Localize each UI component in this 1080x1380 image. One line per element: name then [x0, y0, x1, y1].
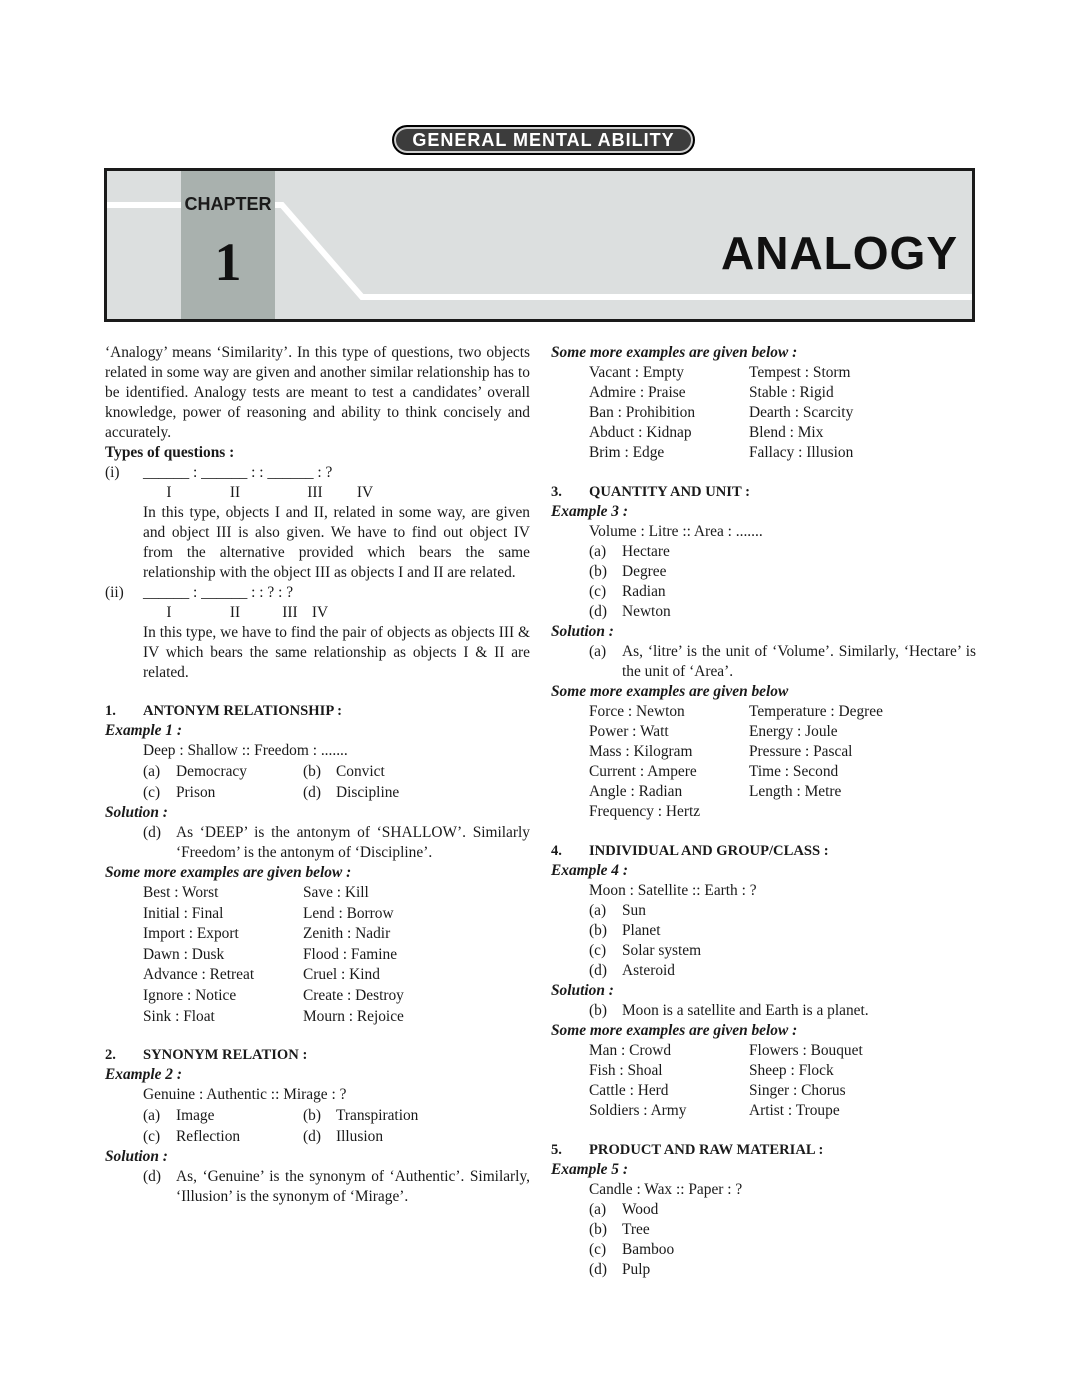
option [589, 901, 976, 921]
chapter-title: ANALOGY [721, 227, 958, 279]
solution-2-label: Solution : [105, 1148, 168, 1166]
roman-numeral: II [229, 484, 241, 501]
chapter-label: CHAPTER [184, 194, 272, 214]
example-pair: Sink : Float [143, 1007, 215, 1025]
types-heading: Types of questions : [105, 444, 235, 461]
solution-key: (b) [589, 1002, 607, 1019]
type2-pattern-text: ______ : ______ : : ? : ? [143, 584, 294, 601]
example-3-options [551, 542, 976, 622]
example-pair: Angle : Radian [589, 783, 683, 800]
example-pair: Zenith : Nadir [303, 925, 391, 943]
solution-4 [551, 1001, 976, 1021]
example-2-label: Example 2 : [105, 1066, 182, 1084]
option [589, 941, 976, 961]
option-key: (a) [143, 763, 161, 780]
example-pair: Lend : Borrow [303, 904, 394, 922]
option [589, 1200, 976, 1220]
more-examples-1-label: Some more examples are given below : [105, 864, 352, 881]
option-key: (c) [143, 784, 161, 801]
option [303, 782, 503, 803]
chapter-number: 1 [214, 232, 242, 292]
option-text: Pulp [622, 1261, 651, 1278]
left-column [105, 343, 530, 1207]
option [303, 1126, 503, 1147]
type1-pattern-text: ______ : ______ : : ______ : ? [143, 464, 333, 481]
example-1-options [105, 761, 530, 803]
option-key: (b) [589, 1221, 607, 1238]
more-examples-3-label: Some more examples are given below [551, 683, 789, 700]
option-key: (c) [589, 942, 607, 959]
option [143, 1105, 303, 1126]
option [589, 542, 976, 562]
subject-banner [392, 125, 695, 155]
option-text: Discipline [336, 784, 400, 801]
solution-1-label: Solution : [105, 804, 168, 821]
option-text: Reflection [176, 1128, 241, 1146]
example-pair: Flowers : Bouquet [749, 1042, 863, 1059]
option-key: (d) [589, 1261, 607, 1278]
option-text: Wood [622, 1201, 659, 1218]
section-number: 5. [551, 1142, 562, 1158]
example-pair: Best : Worst [143, 884, 219, 901]
option [143, 782, 303, 803]
section-title: PRODUCT AND RAW MATERIAL : [589, 1142, 824, 1158]
option-key: (a) [589, 543, 607, 560]
example-pair: Fallacy : Illusion [749, 444, 854, 461]
option-key: (d) [303, 784, 321, 801]
roman-numeral: III [282, 604, 298, 621]
option-text: Newton [622, 603, 671, 620]
option-text: Sun [622, 902, 646, 919]
example-pair: Current : Ampere [589, 763, 697, 780]
more-examples-2 [551, 363, 976, 463]
section-number: 4. [551, 843, 562, 859]
chapter-banner [104, 168, 975, 322]
example-pair: Singer : Chorus [749, 1082, 846, 1099]
example-pair: Cruel : Kind [303, 966, 380, 984]
section-3-heading [551, 482, 976, 502]
roman-numeral: IV [311, 604, 329, 621]
more-examples-2-label: Some more examples are given below : [551, 344, 798, 361]
example-1-question: Deep : Shallow :: Freedom : ....... [143, 742, 348, 759]
section-4-heading [551, 841, 976, 861]
example-pair: Blend : Mix [749, 424, 824, 441]
section-number: 3. [551, 484, 562, 500]
example-5-label: Example 5 : [551, 1161, 628, 1178]
type2-label: (ii) [105, 584, 124, 601]
roman-numeral: I [166, 604, 172, 621]
type2-description: In this type, we have to find the pair of objects as objects III & IV which bears the same relationship as objects I & II are related. [143, 624, 530, 681]
example-pair: Cattle : Herd [589, 1082, 669, 1099]
solution-1 [105, 823, 530, 863]
option-key: (a) [143, 1107, 161, 1125]
more-examples-4-label: Some more examples are given below : [551, 1022, 798, 1039]
type1-romans [105, 483, 530, 503]
option-text: Prison [176, 784, 216, 801]
option-key: (a) [589, 1201, 607, 1218]
example-pair: Artist : Troupe [749, 1102, 840, 1119]
option [589, 961, 976, 981]
option-text: Tree [622, 1221, 650, 1238]
example-4-question: Moon : Satellite :: Earth : ? [589, 882, 757, 899]
right-column [551, 343, 976, 1280]
option-key: (d) [589, 962, 607, 979]
chapter-box [181, 171, 275, 319]
option [589, 602, 976, 622]
section-number: 1. [105, 703, 116, 719]
option [589, 921, 976, 941]
section-title: QUANTITY AND UNIT : [589, 484, 750, 500]
example-pair: Ignore : Notice [143, 986, 237, 1004]
example-pair: Time : Second [749, 763, 839, 780]
solution-text: As, ‘litre’ is the unit of ‘Volume’. Similarly, ‘Hectare’ is the unit of ‘Area’. [622, 643, 976, 680]
roman-numeral: IV [356, 484, 374, 501]
example-pair: Sheep : Flock [749, 1062, 834, 1079]
option-text: Solar system [622, 942, 702, 959]
example-pair: Fish : Shoal [589, 1062, 663, 1079]
solution-4-label: Solution : [551, 982, 614, 999]
option-key: (b) [589, 563, 607, 580]
roman-numeral: II [229, 604, 241, 621]
example-pair [749, 802, 949, 822]
option [143, 1126, 303, 1147]
example-pair: Abduct : Kidnap [589, 424, 692, 441]
example-pair: Initial : Final [143, 904, 224, 922]
section-title: ANTONYM RELATIONSHIP : [143, 703, 342, 719]
example-pair: Flood : Famine [303, 945, 398, 963]
section-5-heading [551, 1140, 976, 1160]
example-pair: Create : Destroy [303, 986, 404, 1004]
option [303, 761, 503, 782]
example-pair: Frequency : Hertz [589, 803, 701, 820]
example-pair: Stable : Rigid [749, 384, 834, 401]
example-4-label: Example 4 : [551, 862, 628, 879]
section-2-heading [105, 1045, 530, 1065]
option-text: Bamboo [622, 1241, 675, 1258]
solution-key: (a) [589, 643, 607, 660]
option-key: (b) [303, 763, 321, 780]
option-text: Radian [622, 583, 666, 600]
option-text: Illusion [336, 1128, 384, 1146]
example-pair: Save : Kill [303, 884, 369, 901]
intro-paragraph: ‘Analogy’ means ‘Similarity’. In this type of questions, two objects related in some way are given and another similar relationship has to be identified. Analogy tests are meant to test a candidates’ overall knowledge, power of reasoning and ability to think concisely and accurately. [105, 344, 530, 441]
example-5-question: Candle : Wax :: Paper : ? [589, 1181, 743, 1198]
example-pair: Advance : Retreat [143, 966, 255, 984]
example-pair: Energy : Joule [749, 723, 838, 740]
example-pair: Soldiers : Army [589, 1102, 687, 1119]
solution-3-label: Solution : [551, 623, 614, 640]
section-1-heading [105, 701, 530, 721]
roman-numeral: III [307, 484, 323, 501]
solution-3 [551, 642, 976, 682]
solution-text: Moon is a satellite and Earth is a planet. [622, 1002, 869, 1019]
option-text: Asteroid [622, 962, 676, 979]
option-text: Image [176, 1107, 215, 1125]
option-text: Transpiration [336, 1107, 419, 1125]
example-4-options [551, 901, 976, 981]
example-pair: Mass : Kilogram [589, 743, 693, 760]
solution-2 [105, 1167, 530, 1207]
solution-key: (d) [143, 1168, 161, 1186]
section-title: SYNONYM RELATION : [143, 1047, 308, 1064]
option [589, 562, 976, 582]
option-key: (d) [589, 603, 607, 620]
option [589, 1220, 976, 1240]
example-2-options [105, 1105, 530, 1147]
option [303, 1105, 503, 1126]
example-pair: Temperature : Degree [749, 703, 883, 720]
example-2-question: Genuine : Authentic :: Mirage : ? [143, 1086, 347, 1104]
example-pair: Dearth : Scarcity [749, 404, 854, 421]
option-text: Hectare [622, 543, 670, 560]
type1-description: In this type, objects I and II, related in some way, are given and object III is also given. We have to find out object IV from the alternative provided which bears the same relationship with the object III as objects I and II are related. [143, 504, 530, 581]
example-pair: Mourn : Rejoice [303, 1007, 404, 1025]
more-examples-3 [551, 702, 976, 822]
option-key: (c) [589, 1241, 607, 1258]
option-key: (c) [143, 1128, 161, 1146]
example-pair: Vacant : Empty [589, 364, 684, 381]
option [589, 582, 976, 602]
option [143, 761, 303, 782]
roman-numeral: I [166, 484, 172, 501]
section-title: INDIVIDUAL AND GROUP/CLASS : [589, 843, 829, 859]
more-examples-4 [551, 1041, 976, 1121]
example-pair: Power : Watt [589, 723, 669, 740]
option-key: (c) [589, 583, 607, 600]
option [589, 1260, 976, 1280]
example-pair: Man : Crowd [589, 1042, 672, 1059]
example-pair: Tempest : Storm [749, 364, 851, 381]
option-key: (b) [303, 1107, 321, 1125]
example-pair: Import : Export [143, 925, 239, 943]
example-3-question: Volume : Litre :: Area : ....... [589, 523, 763, 540]
solution-text: As ‘DEEP’ is the antonym of ‘SHALLOW’. Similarly ‘Freedom’ is the antonym of ‘Discipline’. [176, 824, 530, 861]
option-text: Planet [622, 922, 661, 939]
example-pair: Dawn : Dusk [143, 945, 225, 963]
option-key: (d) [303, 1128, 321, 1146]
type1-label: (i) [105, 464, 120, 481]
example-pair: Pressure : Pascal [749, 743, 853, 760]
solution-key: (d) [143, 824, 161, 841]
type2-pattern [105, 583, 530, 603]
example-pair: Force : Newton [589, 703, 685, 720]
option-text: Democracy [176, 763, 247, 780]
option-text: Convict [336, 763, 385, 780]
subject-title: GENERAL MENTAL ABILITY [412, 129, 675, 150]
type2-romans [105, 603, 530, 623]
example-3-label: Example 3 : [551, 503, 628, 520]
example-pair: Length : Metre [749, 783, 842, 800]
more-examples-1 [105, 883, 530, 1027]
example-5-options [551, 1200, 976, 1280]
example-pair: Admire : Praise [589, 384, 686, 401]
option-text: Degree [622, 563, 667, 580]
example-1-label: Example 1 : [105, 722, 182, 739]
example-pair: Ban : Prohibition [589, 404, 696, 421]
option [589, 1240, 976, 1260]
type1-pattern [105, 463, 530, 483]
example-pair: Brim : Edge [589, 444, 665, 461]
section-number: 2. [105, 1047, 116, 1064]
option-key: (a) [589, 902, 607, 919]
solution-text: As, ‘Genuine’ is the synonym of ‘Authentic’. Similarly, ‘Illusion’ is the synonym of ‘Mirage’. [176, 1168, 530, 1206]
option-key: (b) [589, 922, 607, 939]
